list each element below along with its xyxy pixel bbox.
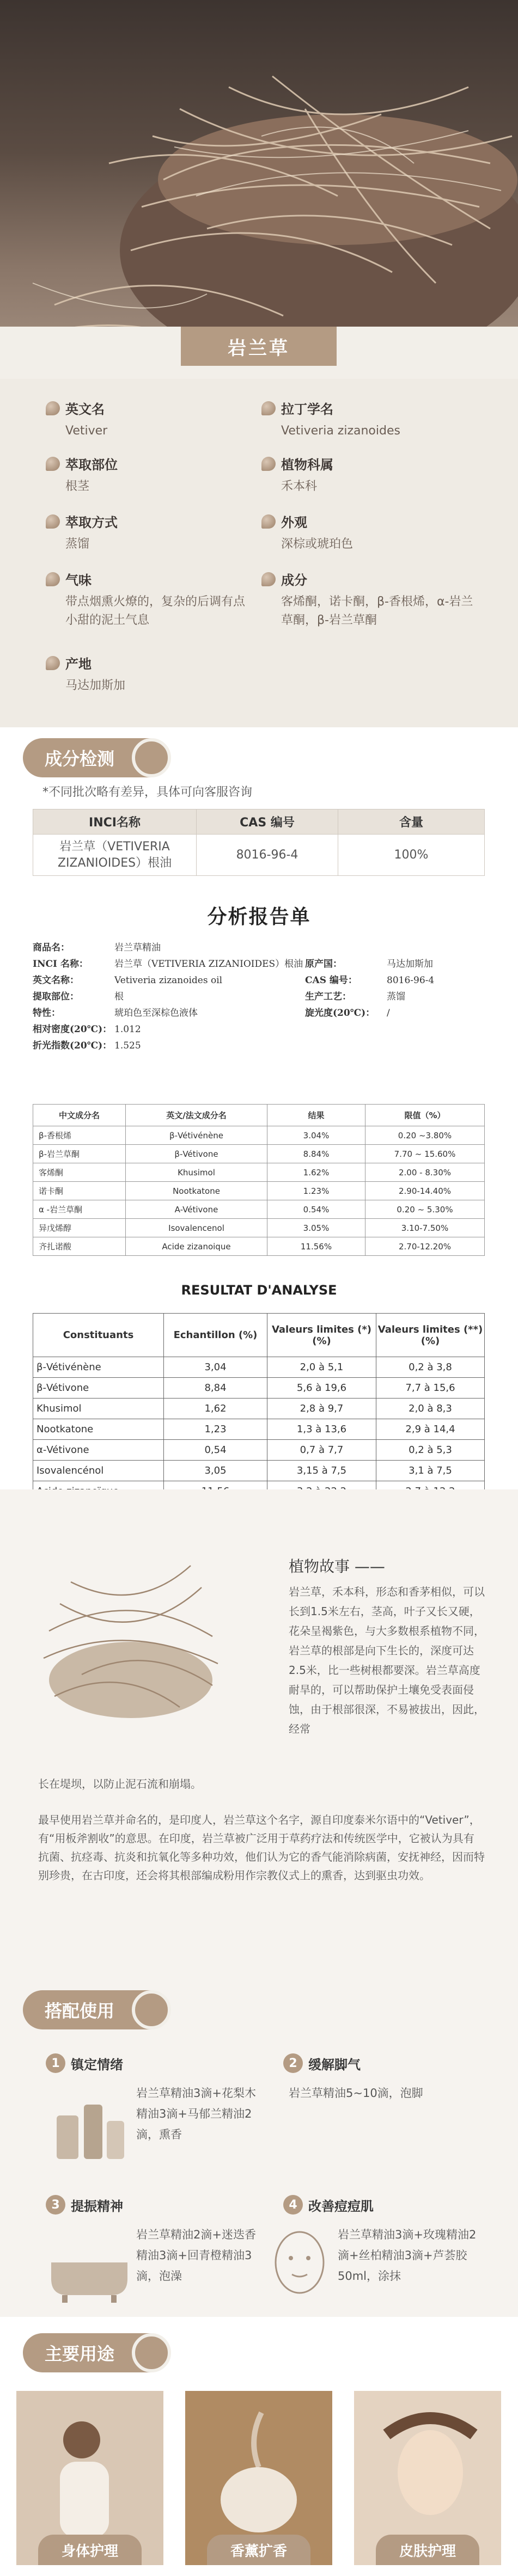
table-header-row: INCI名称 CAS 编号 含量 [33, 809, 485, 835]
table-row: 异戊烯醇 Isovalencenol 3.05% 3.10-7.50% [33, 1219, 485, 1237]
composition-heading: 成分检测 [23, 738, 151, 777]
leaf-icon [46, 457, 60, 471]
face-care-icon [256, 2224, 343, 2306]
main-uses-heading: 主要用途 [23, 2333, 151, 2372]
table-row: β-Vétivone 8,84 5,6 à 19,6 7,7 à 15,6 [33, 1378, 485, 1399]
report-title: 分析报告单 [207, 906, 311, 928]
story-paragraph: 岩兰草，禾本科，形态和香茅相似，可以长到1.5米左右，茎高，叶子又长又硬，花朵呈褐紫色，与大多数根系植物不同，岩兰草的根部是向下生长的，深度可达2.5米，比一些树根都要深。岩兰草高度耐旱的，可以帮助保护土壤免受表面侵蚀，由于根部很深，不易被拔出，因此，经常 [289, 1585, 485, 1735]
hero-image [0, 0, 518, 381]
leaf-icon [46, 514, 60, 529]
bathtub-icon [46, 2224, 133, 2306]
table-row: Isovalencénol 3,05 3,15 à 7,5 3,1 à 7,5 [33, 1461, 485, 1481]
use-card-body-care [16, 2391, 163, 2565]
usage-item-acne: 4 改善痘痘肌 [283, 2195, 501, 2215]
report-meta-left: 商品名： 岩兰草精油 INCI 名称： 岩兰草（VETIVERIA ZIZANIOIDES）根油 英文名称： Vetiveria zizanoides oil 提取部位： 根 特性： 琥珀色至深棕色液体 相对密度(20℃)： 1.012 折光指数(20℃)： 1.525 [33, 942, 303, 1051]
usage-desc-acne: 岩兰草精油3滴+玫瑰精油2滴+丝柏精油3滴+芦荟胶50ml，涂抹 [338, 2228, 477, 2283]
leaf-icon [261, 572, 276, 586]
info-origin: 产地 马达加斯加 [46, 653, 253, 695]
info-extraction-part: 萃取部位 根茎 [46, 454, 253, 496]
info-aroma: 气味 带点烟熏火燎的，复杂的后调有点小甜的泥土气息 [46, 569, 253, 630]
info-appearance: 外观 深棕或琥珀色 [261, 512, 468, 554]
table-row: 齐扎诺酸 Acide zizanoique 11.56% 2.70-12.20% [33, 1237, 485, 1256]
analysis-report [0, 891, 518, 1489]
result-title: RESULTAT D'ANALYSE [181, 1283, 337, 1298]
spec-table [33, 1104, 485, 1256]
info-latin-name: 拉丁学名 Vetiveria zizanoides [261, 398, 468, 440]
table-header-row: Constituants Echantillon (%) Valeurs limites (*) (%) Valeurs limites (**) (%) [33, 1314, 485, 1357]
composition-section [0, 727, 518, 891]
table-row: α-Vétivone 0,54 0,7 à 7,7 0,2 à 5,3 [33, 1440, 485, 1461]
leaf-icon [46, 572, 60, 586]
usage-item-calm: 1 镇定情绪 [46, 2053, 264, 2073]
table-row: β-岩兰草酮 β-Vétivone 8.84% 7.70 ~ 15.60% [33, 1145, 485, 1163]
story-paragraph-continued: 长在堤坝，以防止泥石流和崩塌。 [38, 1777, 202, 1790]
info-family: 植物科属 禾本科 [261, 454, 468, 496]
report-meta-right: 原产国： 马达加斯加 CAS 编号： 8016-96-4 生产工艺： 蒸馏 旋光度(20℃)： / [305, 959, 435, 1019]
table-row: β-香根烯 β-Vétivénène 3.04% 0.20 ~3.80% [33, 1126, 485, 1145]
use-card-label: 皮肤护理 [376, 2535, 479, 2565]
title-band [0, 327, 518, 379]
table-row: Nootkatone 1,23 1,3 à 13,6 2,9 à 14,4 [33, 1419, 485, 1440]
leaf-icon [261, 514, 276, 529]
story-heading: 植物故事 —— [289, 1557, 385, 1575]
vetiver-roots-illustration [0, 0, 518, 381]
usage-item-energize: 3 提振精神 [46, 2195, 264, 2215]
plant-story-section [0, 1489, 518, 2012]
diffuser-bottles-icon [46, 2083, 133, 2164]
table-row: β-Vétivénène 3,04 2,0 à 5,1 0,2 à 3,8 [33, 1357, 485, 1378]
leaf-icon [46, 656, 60, 670]
heading-circle-decor [132, 1990, 171, 2029]
use-card-label: 香薰扩香 [207, 2535, 310, 2565]
usage-desc-calm: 岩兰草精油3滴+花梨木精油3滴+马郁兰精油2滴，熏香 [136, 2087, 256, 2141]
story-history-paragraph: 最早使用岩兰草并命名的，是印度人，岩兰草这个名字，源自印度泰米尔语中的“Vetiver”，有“用板斧割收”的意思。在印度，岩兰草被广泛用于草药疗法和传统医学中，它被认为具有抗菌、抗痉毒、抗炎和抗氧化等多种功效，他们认为它的香气能消除病菌，安抚神经，因而特别珍贵，在古印度，还会将其根部编成粉用作宗教仪式上的熏香，达到驱虫功效。 [38, 1813, 485, 1882]
usage-heading: 搭配使用 [23, 1990, 151, 2029]
info-extraction-method: 萃取方式 蒸馏 [46, 512, 253, 554]
usage-item-athletes-foot: 2 缓解脚气 [283, 2053, 501, 2073]
table-row: α -岩兰草酮 A-Vétivone 0.54% 0.20 ~ 5.30% [33, 1200, 485, 1219]
heading-circle-decor [132, 738, 171, 777]
use-card-skin-care [354, 2391, 501, 2565]
table-row: 岩兰草（VETIVERIA ZIZANIOIDES）根油 8016-96-4 100% [33, 835, 485, 876]
table-row: Khusimol 1,62 2,8 à 9,7 2,0 à 8,3 [33, 1399, 485, 1419]
use-card-label: 身体护理 [38, 2535, 142, 2565]
usage-section [0, 2001, 518, 2317]
result-table-body [33, 1357, 485, 1502]
page-title: 岩兰草 [181, 327, 337, 366]
table-row: 诺卡酮 Nootkatone 1.23% 2.90-14.40% [33, 1182, 485, 1200]
info-english-name: 英文名 Vetiver [46, 398, 253, 440]
result-table [33, 1313, 485, 1502]
composition-note: *不同批次略有差异，具体可向客服咨询 [42, 786, 253, 799]
use-card-aroma-diffusion [185, 2391, 332, 2565]
leaf-icon [261, 457, 276, 471]
roots-bowl-illustration [38, 1522, 223, 1729]
heading-circle-decor [132, 2333, 171, 2372]
composition-table [33, 809, 485, 876]
usage-desc-athletes-foot: 岩兰草精油5~10滴，泡脚 [289, 2087, 423, 2100]
info-components: 成分 客烯酮，诺卡酮，β-香根烯，α-岩兰草酮，β-岩兰草酮 [261, 569, 479, 630]
main-uses-section [0, 2317, 518, 2576]
info-grid [0, 379, 518, 727]
leaf-icon [46, 401, 60, 415]
table-header-row: 中文成分名 英文/法文成分名 结果 限值（%） [33, 1105, 485, 1126]
table-row: 客烯酮 Khusimol 1.62% 2.00 - 8.30% [33, 1163, 485, 1182]
spec-table-body [33, 1126, 485, 1256]
usage-desc-energize: 岩兰草精油2滴+迷迭香精油3滴+回青橙精油3滴，泡澡 [136, 2228, 256, 2283]
leaf-icon [261, 401, 276, 415]
